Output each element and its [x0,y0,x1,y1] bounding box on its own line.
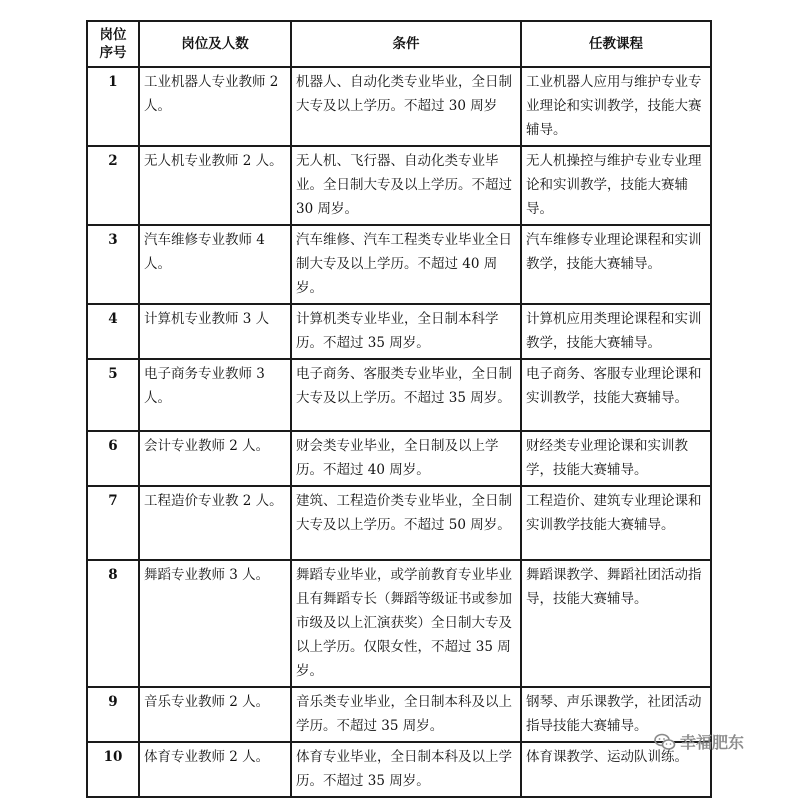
post-number-cell: 5 [87,359,139,431]
requirements-cell: 机器人、自动化类专业毕业，全日制大专及以上学历。不超过 30 周岁 [291,67,521,146]
table-row [87,304,711,359]
post-cell: 汽车维修专业教师 4 人。 [139,225,291,304]
requirements-cell: 舞蹈专业毕业，或学前教育专业毕业且有舞蹈专长（舞蹈等级证书或参加市级及以上汇演获奖）全日制大专及以上学历。仅限女性，不超过 35 周岁。 [291,560,521,687]
post-number-cell: 9 [87,687,139,742]
courses-cell: 计算机应用类理论课程和实训教学，技能大赛辅导。 [521,304,711,359]
courses-cell: 钢琴、声乐课教学，社团活动指导技能大赛辅导。 [521,687,711,742]
courses-cell: 工业机器人应用与维护专业专业理论和实训教学，技能大赛辅导。 [521,67,711,146]
requirements-cell: 财会类专业毕业，全日制及以上学历。不超过 40 周岁。 [291,431,521,486]
table-row [87,486,711,560]
table-row [87,225,711,304]
post-cell: 工程造价专业教 2 人。 [139,486,291,560]
table-row [87,431,711,486]
courses-cell: 工程造价、建筑专业理论课和实训教学技能大赛辅导。 [521,486,711,560]
requirements-cell: 汽车维修、汽车工程类专业毕业全日制大专及以上学历。不超过 40 周岁。 [291,225,521,304]
requirements-cell: 计算机类专业毕业，全日制本科学历。不超过 35 周岁。 [291,304,521,359]
watermark [654,730,744,753]
wechat-icon [654,733,676,751]
header-requirements: 条件 [291,21,521,67]
table-header-row [87,21,711,67]
post-cell: 会计专业教师 2 人。 [139,431,291,486]
requirements-cell: 建筑、工程造价类专业毕业，全日制大专及以上学历。不超过 50 周岁。 [291,486,521,560]
post-cell: 舞蹈专业教师 3 人。 [139,560,291,687]
recruitment-table [86,20,712,798]
watermark-text: 幸福肥东 [680,733,745,752]
post-number-cell: 7 [87,486,139,560]
table-row [87,560,711,687]
post-number-cell: 6 [87,431,139,486]
post-cell: 体育专业教师 2 人。 [139,742,291,797]
table-row [87,359,711,431]
post-cell: 计算机专业教师 3 人 [139,304,291,359]
post-number-cell: 2 [87,146,139,225]
post-cell: 音乐专业教师 2 人。 [139,687,291,742]
header-courses: 任教课程 [521,21,711,67]
table-row [87,67,711,146]
post-number-cell: 3 [87,225,139,304]
post-cell: 电子商务专业教师 3 人。 [139,359,291,431]
requirements-cell: 无人机、飞行器、自动化类专业毕业。全日制大专及以上学历。不超过 30 周岁。 [291,146,521,225]
post-number-cell: 10 [87,742,139,797]
courses-cell: 汽车维修专业理论课程和实训教学，技能大赛辅导。 [521,225,711,304]
requirements-cell: 音乐类专业毕业，全日制本科及以上学历。不超过 35 周岁。 [291,687,521,742]
post-cell: 工业机器人专业教师 2 人。 [139,67,291,146]
requirements-cell: 电子商务、客服类专业毕业，全日制大专及以上学历。不超过 35 周岁。 [291,359,521,431]
post-cell: 无人机专业教师 2 人。 [139,146,291,225]
courses-cell: 体育课教学、运动队训练。 [521,742,711,797]
courses-cell: 舞蹈课教学、舞蹈社团活动指导，技能大赛辅导。 [521,560,711,687]
requirements-cell: 体育专业毕业，全日制本科及以上学历。不超过 35 周岁。 [291,742,521,797]
table-row [87,146,711,225]
header-post-and-count: 岗位及人数 [139,21,291,67]
courses-cell: 电子商务、客服专业理论课和实训教学，技能大赛辅导。 [521,359,711,431]
table-row [87,687,711,742]
table-row [87,742,711,797]
header-post-number: 岗位 序号 [87,21,139,67]
post-number-cell: 1 [87,67,139,146]
courses-cell: 无人机操控与维护专业专业理论和实训教学，技能大赛辅导。 [521,146,711,225]
post-number-cell: 4 [87,304,139,359]
courses-cell: 财经类专业理论课和实训教学，技能大赛辅导。 [521,431,711,486]
post-number-cell: 8 [87,560,139,687]
